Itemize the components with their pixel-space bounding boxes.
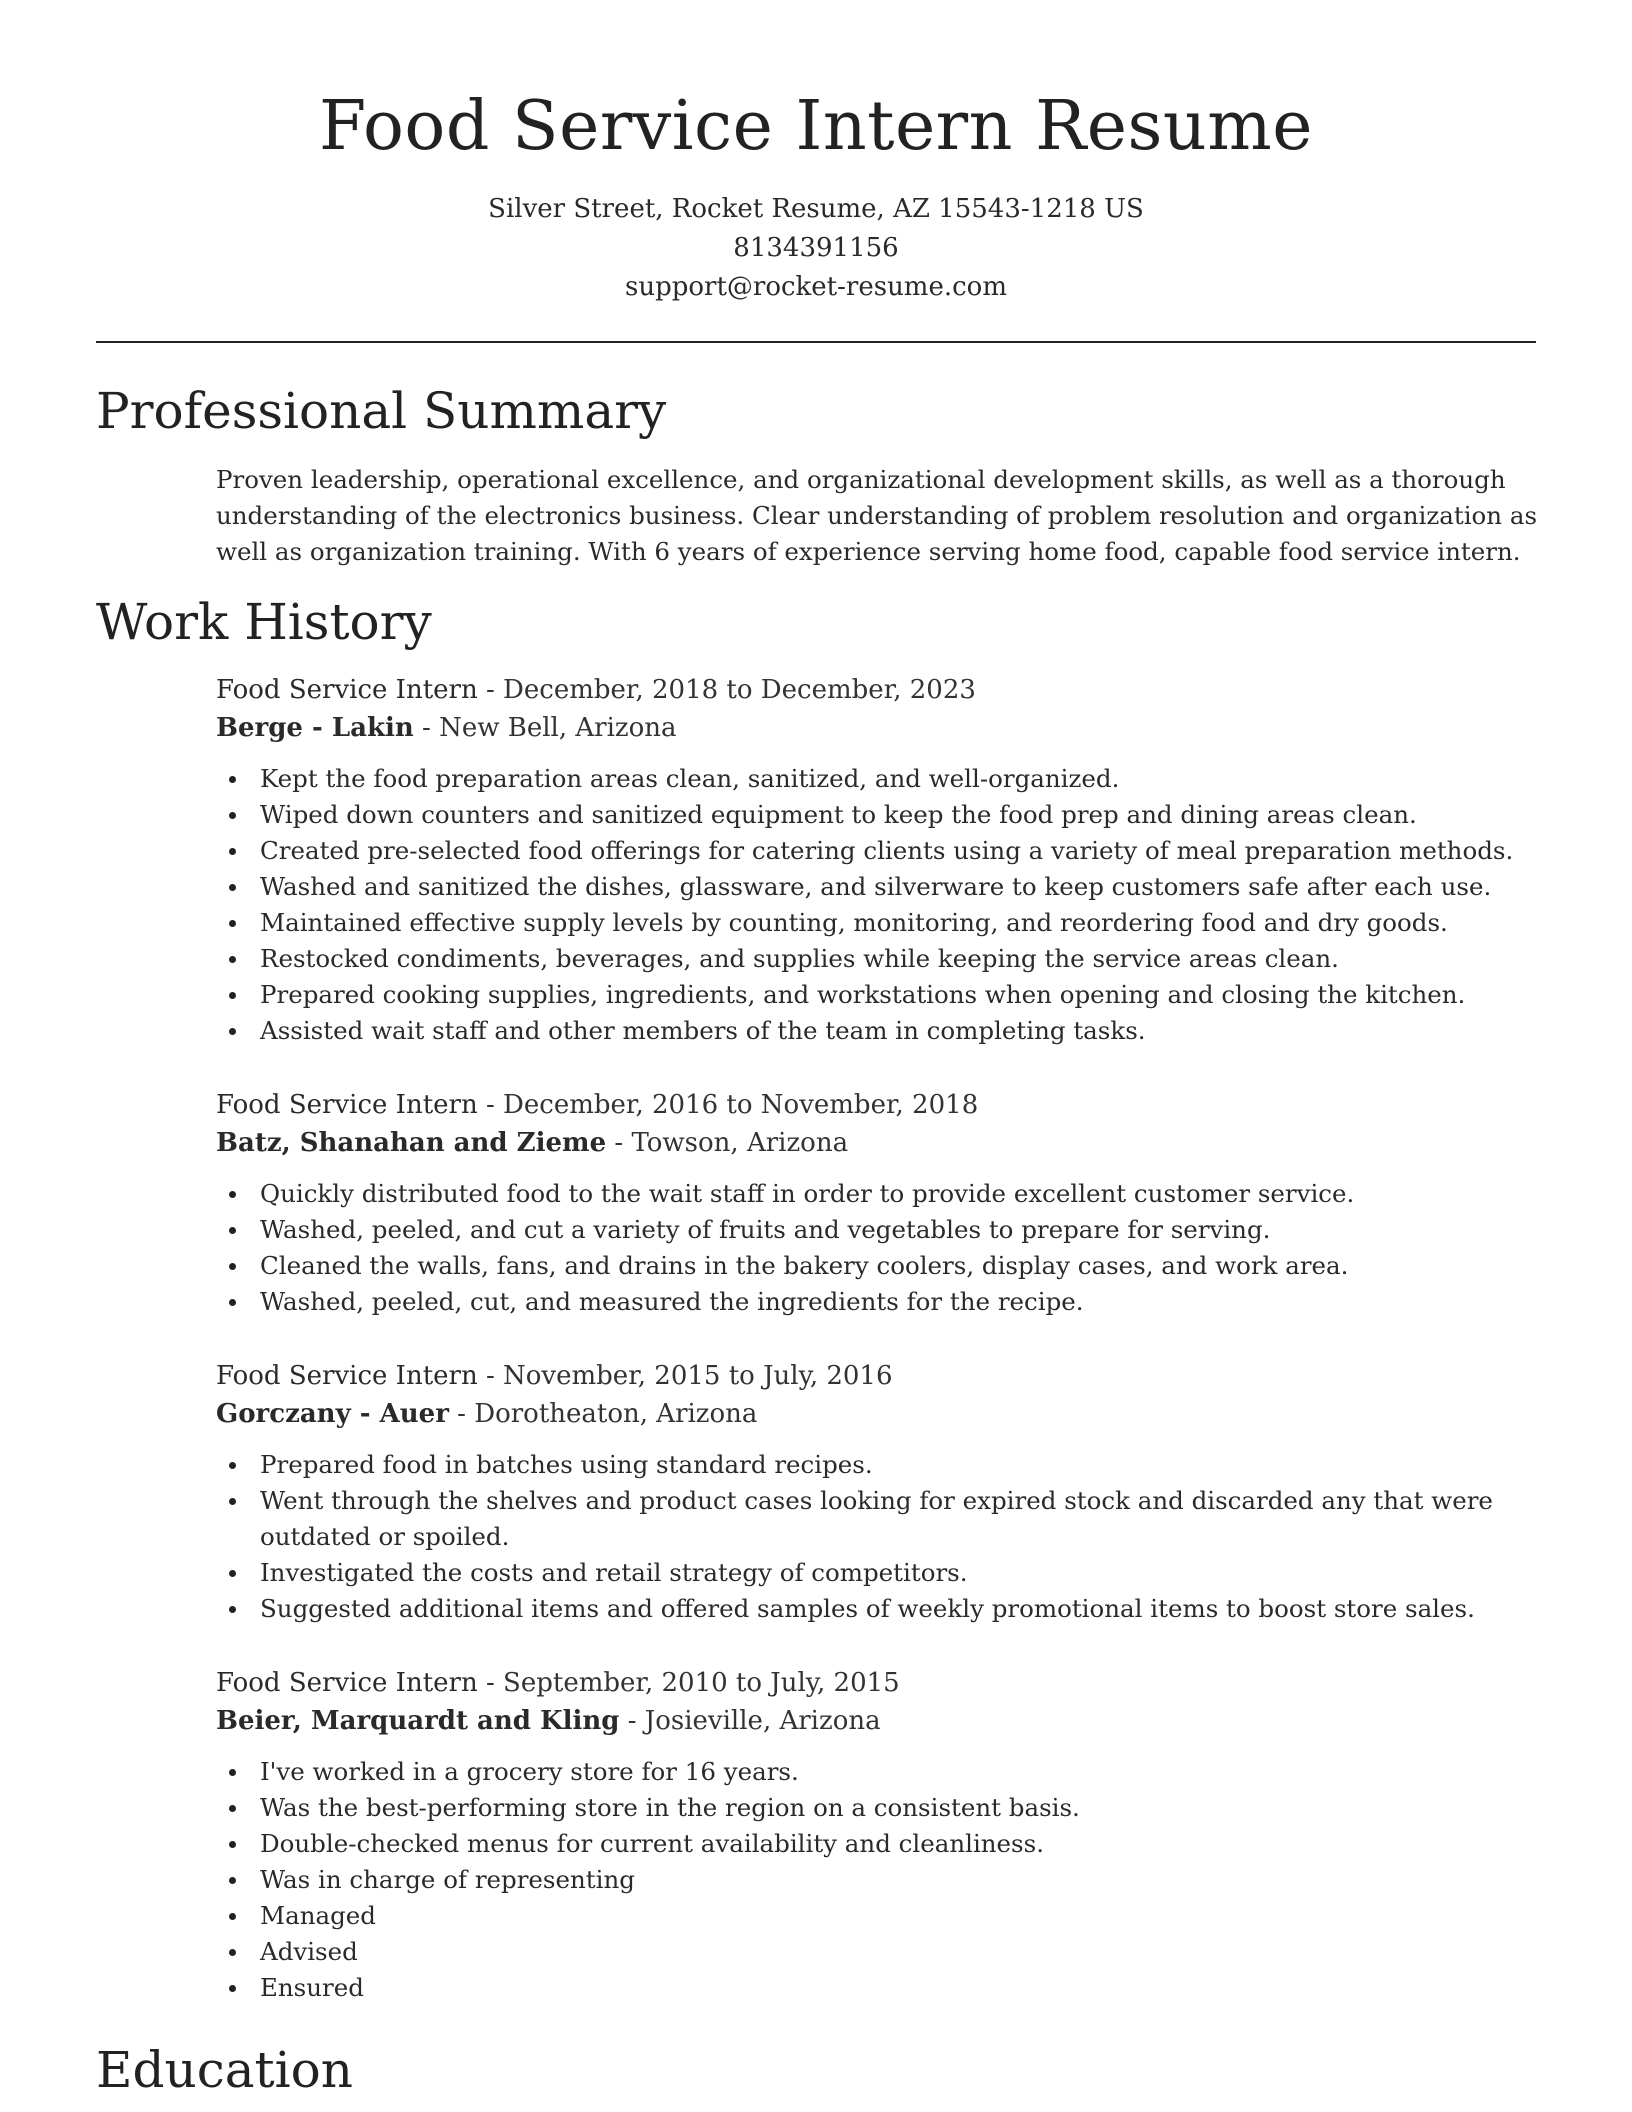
list-item: Kept the food preparation areas clean, sanitized, and well-organized. (216, 761, 1546, 797)
job-title-line (216, 1357, 1546, 1395)
job-entry-3 (216, 1357, 1546, 1627)
job-location: Dorotheaton, Arizona (474, 1399, 758, 1429)
job-bullets (216, 761, 1546, 1049)
job-separator: - (448, 1399, 475, 1429)
section-title-summary: Professional Summary (96, 382, 667, 440)
list-item: Was the best-performing store in the region on a consistent basis. (216, 1790, 1546, 1826)
job-company: Berge - Lakin (216, 713, 414, 743)
job-company: Gorczany - Auer (216, 1399, 449, 1429)
list-item: Assisted wait staff and other members of the team in completing tasks. (216, 1013, 1546, 1049)
job-separator: - (477, 1361, 504, 1391)
job-bullets (216, 1754, 1546, 2006)
list-item: Was in charge of representing (216, 1862, 1546, 1898)
job-company: Batz, Shanahan and Zieme (216, 1128, 607, 1158)
list-item: Washed, peeled, and cut a variety of fruits and vegetables to prepare for serving. (216, 1212, 1546, 1248)
job-entry-2 (216, 1086, 1546, 1320)
summary-text: Proven leadership, operational excellence, and organizational development skills, as well as a thorough understanding of the electronics business. Clear understanding of problem resolution and organization as well as organization training. With 6 years of experience serving home food, capable food service intern. (216, 465, 1538, 566)
list-item: Double-checked menus for current availability and cleanliness. (216, 1826, 1546, 1862)
job-role: Food Service Intern (216, 1090, 478, 1120)
job-dates: December, 2016 to November, 2018 (503, 1090, 979, 1120)
list-item: Ensured (216, 1970, 1546, 2006)
list-item: Investigated the costs and retail strategy of competitors. (216, 1555, 1546, 1591)
job-separator: - (477, 675, 504, 705)
list-item: Washed, peeled, cut, and measured the ingredients for the recipe. (216, 1284, 1546, 1320)
job-company-line (216, 1395, 1546, 1433)
job-entry-4 (216, 1664, 1546, 2006)
list-item: Went through the shelves and product cases looking for expired stock and discarded any that were outdated or spoiled. (216, 1483, 1546, 1555)
resume-title: Food Service Intern Resume (319, 87, 1313, 166)
section-title-education: Education (96, 2041, 353, 2099)
job-role: Food Service Intern (216, 1361, 478, 1391)
job-dates: December, 2018 to December, 2023 (503, 675, 976, 705)
job-company-line (216, 1702, 1546, 1740)
list-item: Suggested additional items and offered samples of weekly promotional items to boost store sales. (216, 1591, 1546, 1627)
list-item: Created pre-selected food offerings for catering clients using a variety of meal preparation methods. (216, 833, 1546, 869)
job-location: Towson, Arizona (631, 1128, 849, 1158)
list-item: Prepared food in batches using standard recipes. (216, 1447, 1546, 1483)
job-title-line (216, 1086, 1546, 1124)
contact-address: Silver Street, Rocket Resume, AZ 15543-1218 US (488, 194, 1144, 224)
job-role: Food Service Intern (216, 675, 478, 705)
job-dates: September, 2010 to July, 2015 (503, 1668, 900, 1698)
job-separator: - (413, 713, 440, 743)
job-entry-1 (216, 671, 1546, 1049)
list-item: Cleaned the walls, fans, and drains in the bakery coolers, display cases, and work area. (216, 1248, 1546, 1284)
job-location: Josieville, Arizona (644, 1706, 881, 1736)
job-title-line (216, 1664, 1546, 1702)
list-item: I've worked in a grocery store for 16 years. (216, 1754, 1546, 1790)
list-item: Advised (216, 1934, 1546, 1970)
list-item: Washed and sanitized the dishes, glassware, and silverware to keep customers safe after each use. (216, 869, 1546, 905)
list-item: Wiped down counters and sanitized equipment to keep the food prep and dining areas clean. (216, 797, 1546, 833)
job-company: Beier, Marquardt and Kling (216, 1706, 620, 1736)
job-separator: - (477, 1090, 504, 1120)
job-bullets (216, 1447, 1546, 1627)
job-company-line (216, 1124, 1546, 1162)
list-item: Restocked condiments, beverages, and supplies while keeping the service areas clean. (216, 941, 1546, 977)
job-location: New Bell, Arizona (439, 713, 677, 743)
contact-email: support@rocket-resume.com (624, 272, 1007, 302)
job-separator: - (477, 1668, 504, 1698)
job-bullets (216, 1176, 1546, 1320)
job-role: Food Service Intern (216, 1668, 478, 1698)
list-item: Quickly distributed food to the wait staff in order to provide excellent customer service. (216, 1176, 1546, 1212)
list-item: Maintained effective supply levels by counting, monitoring, and reordering food and dry goods. (216, 905, 1546, 941)
list-item: Prepared cooking supplies, ingredients, and workstations when opening and closing the kitchen. (216, 977, 1546, 1013)
list-item: Managed (216, 1898, 1546, 1934)
section-title-work-history: Work History (96, 593, 432, 651)
job-dates: November, 2015 to July, 2016 (503, 1361, 893, 1391)
job-separator: - (619, 1706, 645, 1736)
job-title-line (216, 671, 1546, 709)
contact-block (0, 190, 1632, 307)
job-company-line (216, 709, 1546, 747)
header-divider (96, 341, 1536, 343)
contact-phone: 8134391156 (733, 233, 899, 263)
job-separator: - (606, 1128, 632, 1158)
